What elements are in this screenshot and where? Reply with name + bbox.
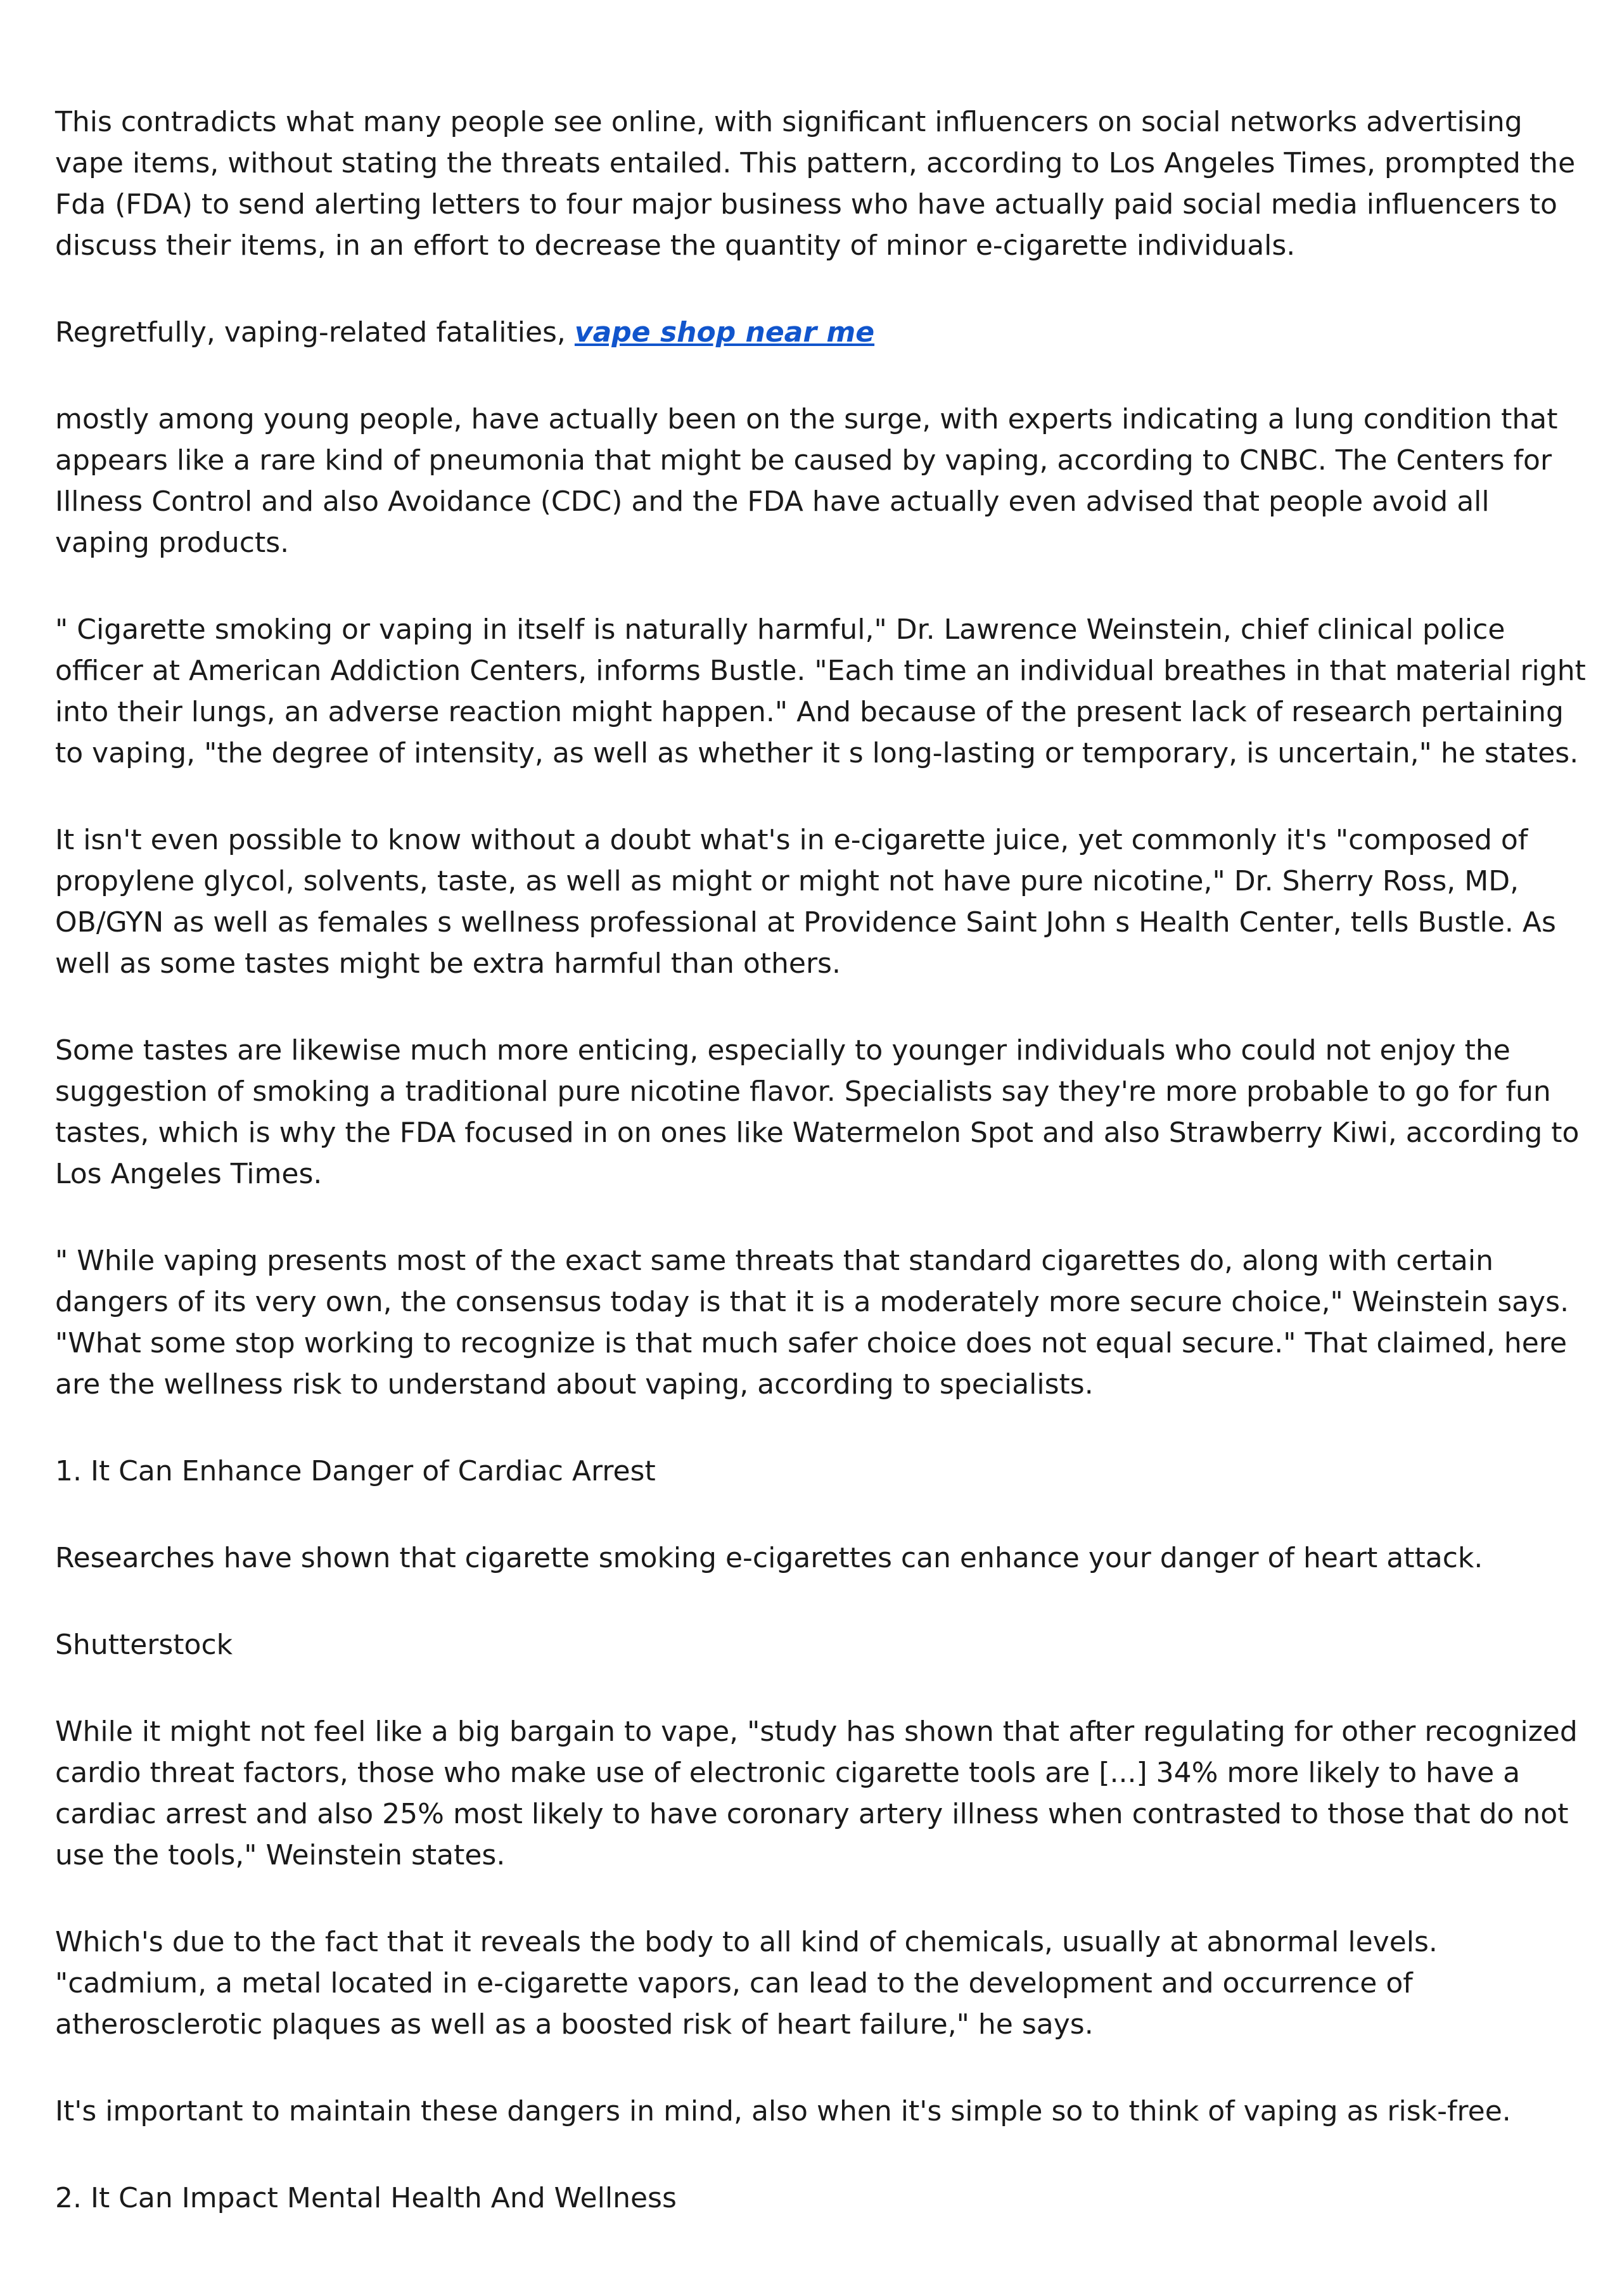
paragraph-flavors: Some tastes are likewise much more enticing, especially to younger individuals who could not enjoy the suggestion of smoking a traditional pure nicotine flavor. Specialists say they're more probable to go for fun tastes, which is why the FDA focused in on ones like Watermelon Spot and also Strawberry Kiwi, according to Los Angeles Times. [55, 1034, 1580, 1190]
paragraph-heart-attack: Researches have shown that cigarette smoking e-cigarettes can enhance your danger of heart attack. [55, 1542, 1483, 1574]
section-heading-mental-health: 2. It Can Impact Mental Health And Wellness [55, 2182, 677, 2214]
section-heading-cardiac: 1. It Can Enhance Danger of Cardiac Arrest [55, 1455, 656, 1487]
article-body [55, 101, 1588, 2264]
paragraph-weinstein-quote: " Cigarette smoking or vaping in itself is naturally harmful," Dr. Lawrence Weinstein, chief clinical police officer at American Addiction Centers, informs Bustle. "Each time an individual breathes in that material right into their lungs, an adverse reaction might happen." And because of the present lack of research pertaining to vaping, "the degree of intensity, as well as whether it s long-lasting or temporary, is uncertain," he states. [55, 613, 1586, 769]
vape-shop-link[interactable]: vape shop near me [574, 316, 875, 349]
image-credit: Shutterstock [55, 1629, 233, 1661]
paragraph-chemicals: Which's due to the fact that it reveals the body to all kind of chemicals, usually at abnormal levels. "cadmium, a metal located in e-cigarette vapors, can lead to the development and occurrence of atherosclerotic plaques as well as a boosted risk of heart failure," he says. [55, 1926, 1438, 2041]
paragraph-fatalities-text: Regretfully, vaping-related fatalities, [55, 316, 575, 349]
paragraph-lung-condition: mostly among young people, have actually been on the surge, with experts indicating a lung condition that appears like a rare kind of pneumonia that might be caused by vaping, according to CNBC. The Centers for Illness Control and also Avoidance (CDC) and the FDA have actually even advised that people avoid all vaping products. [55, 403, 1558, 559]
paragraph-study-risk: While it might not feel like a big bargain to vape, "study has shown that after regulating for other recognized cardio threat factors, those who make use of electronic cigarette tools are [...] 34% more likely to have a cardiac arrest and also 25% most likely to have coronary artery illness when contrasted to those that do not use the tools," Weinstein states. [55, 1716, 1578, 1871]
paragraph-ejuice-contents: It isn't even possible to know without a doubt what's in e-cigarette juice, yet commonly it's "composed of propylene glycol, solvents, taste, as well as might or might not have pure nicotine," Dr. Sherry Ross, MD, OB/GYN as well as females s wellness professional at Providence Saint John s Health Center, tells Bustle. As well as some tastes might be extra harmful than others. [55, 824, 1556, 980]
paragraph-risk-free: It's important to maintain these dangers in mind, also when it's simple so to think of vaping as risk-free. [55, 2095, 1511, 2127]
paragraph-influencers: This contradicts what many people see online, with significant influencers on social networks advertising vape items, without stating the threats entailed. This pattern, according to Los Angeles Times, prompted the Fda (FDA) to send alerting letters to four major business who have actually paid social media influencers to discuss their items, in an effort to decrease the quantity of minor e-cigarette individuals. [55, 106, 1576, 262]
paragraph-safer-choice: " While vaping presents most of the exact same threats that standard cigarettes do, along with certain dangers of its very own, the consensus today is that it is a moderately more secure choice," Weinstein says. "What some stop working to recognize is that much safer choice does not equal secure." That claimed, here are the wellness risk to understand about vaping, according to specialists. [55, 1245, 1569, 1401]
paragraph-fatalities-intro [55, 312, 1588, 353]
